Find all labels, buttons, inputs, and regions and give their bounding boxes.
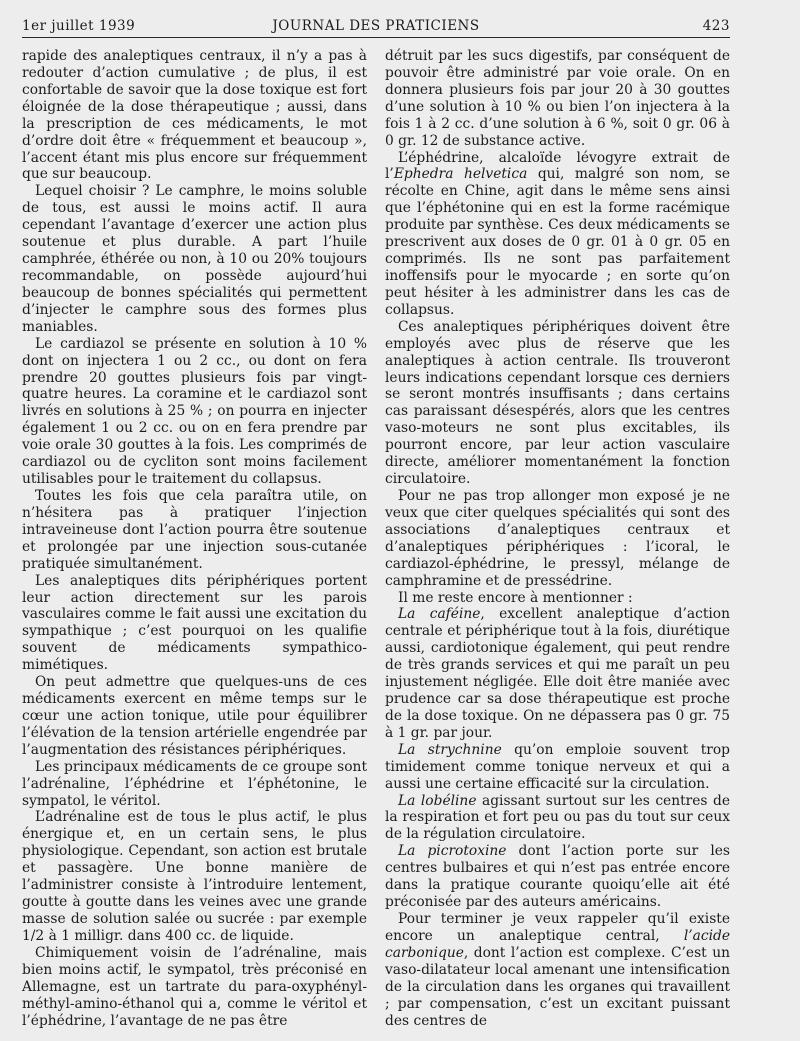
italic-term: La lobéline (398, 792, 477, 809)
text-run: dont l’action porte sur les centres bulbaires et qui n’est pas entrée encore dans la pratique courante quoiqu’elle ait été préconisée par des auteurs américains. (385, 843, 731, 911)
paragraph: Ces analeptiques périphériques doivent être employés avec plus de réserve que les analeptiques à action centrale. Ils trouveront leurs indications cependant lorsque ces derniers se seront montrés insuffisants ; dans certains cas paraissant désespérés, alors que les centres vaso-moteurs ne sont plus excitables, ils pourront encore, par leur action vasculaire directe, améliorer momentanément la fonction circulatoire. (385, 318, 730, 488)
paragraph (385, 150, 730, 319)
journal-title: JOURNAL DES PRATICIENS (272, 18, 480, 34)
header-date: 1er juillet 1939 (22, 18, 136, 34)
text-run: , dont l’action est complexe. C’est un vaso-dilatateur local amenant une intensification de la circulation dans les organes qui travaillent ; par compensation, c’est un excitant puissant des centres de (385, 944, 730, 1029)
page-number: 423 (702, 18, 730, 34)
right-column (385, 48, 730, 1029)
italic-term: Ephedra helvetica (393, 166, 528, 183)
text-run: Pour terminer je veux rappeler qu’il existe encore un analeptique central, (385, 911, 730, 944)
paragraph: On peut admettre que quelques-uns de ces médicaments exercent en même temps sur le cœur une action tonique, utile pour équilibrer l’élévation de la tension artérielle engendrée par l’augmentation des résistances périphériques. (22, 674, 367, 758)
italic-term: La strychnine (398, 741, 502, 758)
text-run: qu’on emploie souvent trop timidement comme tonique nerveux et qui a aussi une certaine efficacité sur la circulation. (385, 741, 731, 792)
paragraph: L’adrénaline est de tous le plus actif, le plus énergique et, en un certain sens, le plus physiologique. Cependant, son action est brutale et passagère. Une bonne manière de l’administrer consiste à l’introduire lentement, goutte à goutte dans les veines avec une grande masse de solution salée ou sucrée : par exemple 1/2 à 1 milligr. dans 400 cc. de liquide. (22, 809, 367, 944)
paragraph: détruit par les sucs digestifs, par conséquent de pouvoir être administré par voie orale. On en donnera plusieurs fois par jour 20 à 30 gouttes d’une solution à 10 % ou bien l’on injectera à la fois 1 à 2 cc. d’une solution à 6 %, soit 0 gr. 06 à 0 gr. 12 de substance active. (385, 48, 730, 149)
italic-term: La caféine (398, 606, 481, 623)
paragraph: Les principaux médicaments de ce groupe sont l’adrénaline, l’éphédrine et l’éphétonine, le sympatol, le véritol. (22, 758, 367, 809)
text-run: agissant surtout sur les centres de la respiration et fort peu ou pas du tout sur ceux de la régulation circulatoire. (385, 792, 730, 843)
paragraph: Le cardiazol se présente en solution à 10 % dont on injectera 1 ou 2 cc., ou dont on fera prendre 20 gouttes plusieurs fois par vingt-quatre heures. La coramine et le cardiazol sont livrés en solutions à 25 % ; on pourra en injecter également 1 ou 2 cc. ou on en fera prendre par voie orale 30 gouttes à la fois. Les comprimés de cardiazol ou de cycliton sont moins facilement utilisables pour le traitement du collapsus. (22, 335, 367, 488)
paragraph: Toutes les fois que cela paraîtra utile, on n’hésitera pas à pratiquer l’injection intraveineuse dont l’action pourra être soutenue et prolongée par une injection sous-cutanée pratiquée simultanément. (22, 487, 367, 572)
paragraph: Chimiquement voisin de l’adrénaline, mais bien moins actif, le sympatol, très préconisé en Allemagne, est un tartrate du para-oxyphényl-méthyl-amino-éthanol qui a, comme le véritol et l’éphédrine, l’avantage de ne pas être (22, 944, 367, 1029)
italic-term: l’acide carbonique (385, 927, 730, 961)
text-run: , excellent analeptique d’action centrale et périphérique tout à la fois, diurétique aussi, cardiotonique également, qui peut rendre de très grands services et qui me paraît un peu injustement négligée. Elle doit être maniée avec prudence car sa dose thérapeutique est proche de la dose toxique. On ne dépassera pas 0 gr. 75 à 1 gr. par jour. (385, 606, 730, 741)
paragraph (385, 793, 730, 844)
paragraph (385, 911, 730, 1029)
text-run: qui, malgré son nom, se récolte en Chine, agit dans le même sens ainsi que l’éphétonine qui en est la forme racémique produite par synthèse. Ces deux médicaments se prescrivent aux doses de 0 gr. 01 à 0 gr. 05 en comprimés. Ils ne sont pas parfaitement inoffensifs pour le myocarde ; en sorte qu’on peut hésiter à les administrer dans les cas de collapsus. (385, 166, 731, 318)
running-header (22, 14, 730, 36)
header-rule (22, 37, 730, 38)
paragraph: rapide des analeptiques centraux, il n’y a pas à redouter d’action cumulative ; de plus, il est confortable de savoir que la dose toxique est fort éloignée de la dose thérapeutique ; aussi, dans la prescription de ces médicaments, le mot d’ordre doit être « fréquemment et beaucoup », l’accent étant mis plus encore sur fréquemment que sur beaucoup. (22, 48, 367, 183)
paragraph (385, 843, 730, 911)
paragraph: Les analeptiques dits périphériques portent leur action directement sur les parois vasculaires comme le fait aussi une excitation du sympathique ; c’est pourquoi on les qualifie souvent de médicaments sympathico-mimétiques. (22, 572, 367, 674)
text-run: L’éphédrine, alcaloïde lévogyre extrait de l’ (385, 149, 730, 183)
paragraph: Lequel choisir ? Le camphre, le moins soluble de tous, est aussi le moins actif. Il aura cependant l’avantage d’exercer une action plus soutenue et plus durable. A part l’huile camphrée, éthérée ou non, à 10 ou 20% toujours recommandable, on possède aujourd’hui beaucoup de bonnes spécialités qui permettent d’injecter le camphre sous des formes plus maniables. (22, 183, 367, 335)
italic-term: La picrotoxine (398, 843, 507, 860)
paragraph (385, 742, 730, 793)
left-column (22, 48, 367, 1029)
paragraph: Il me reste encore à mentionner : (398, 589, 633, 606)
paragraph (385, 606, 730, 741)
paragraph: Pour ne pas trop allonger mon exposé je ne veux que citer quelques spécialités qui sont des associations d’analeptiques centraux et d’analeptiques périphériques : l’icoral, le cardiazol-éphédrine, le pressyl, mélange de camphramine et de pressédrine. (385, 487, 730, 589)
